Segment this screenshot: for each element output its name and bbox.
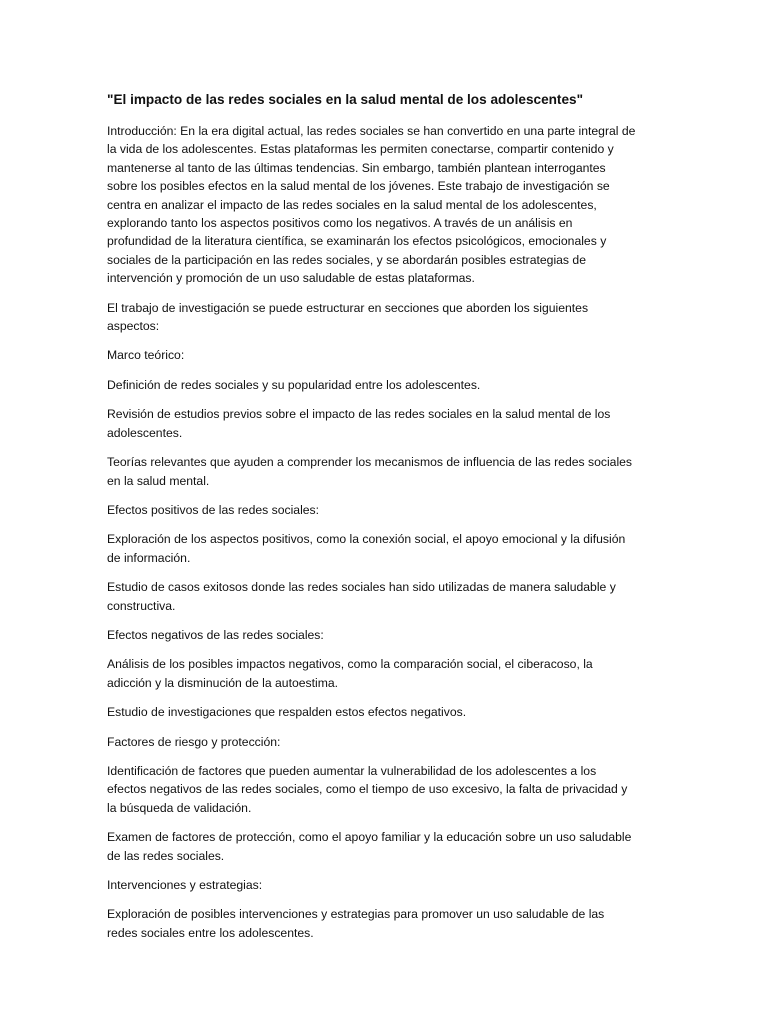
section-heading-efectos-negativos: Efectos negativos de las redes sociales:	[107, 627, 324, 642]
paragraph-casos-exitosos: Estudio de casos exitosos donde las redes sociales han sido utilizadas de manera saludable y constructiva.	[107, 580, 616, 613]
document-title: "El impacto de las redes sociales en la salud mental de los adolescentes"	[107, 92, 584, 107]
section-heading-factores: Factores de riesgo y protección:	[107, 734, 281, 749]
document-body	[107, 122, 637, 942]
paragraph-exploracion-positivos: Exploración de los aspectos positivos, como la conexión social, el apoyo emocional y la difusión de información.	[107, 532, 626, 565]
intro-paragraph: Introducción: En la era digital actual, las redes sociales se han convertido en una parte integral de la vida de los adolescentes. Estas plataformas les permiten conectarse, compartir contenido y mantenerse al tanto de las últimas tendencias. Sin embargo, también plantean interrogantes sobre los posibles efectos en la salud mental de los jóvenes. Este trabajo de investigación se centra en analizar el impacto de las redes sociales en la salud mental de los adolescentes, explorando tanto los aspectos positivos como los negativos. A través de un análisis en profundidad de la literatura científica, se examinarán los efectos psicológicos, emocionales y sociales de la participación en las redes sociales, y se abordarán posibles estrategias de intervención y promoción de un uso saludable de estas plataformas.	[107, 124, 636, 286]
paragraph-factores-riesgo: Identificación de factores que pueden aumentar la vulnerabilidad de los adolescentes a los efectos negativos de las redes sociales, como el tiempo de uso excesivo, la falta de privacidad y la búsqueda de validación.	[107, 763, 628, 815]
section-heading-intervenciones: Intervenciones y estrategias:	[107, 878, 263, 892]
paragraph-investigaciones: Estudio de investigaciones que respalden estos efectos negativos.	[107, 705, 467, 720]
paragraph-analisis-negativos: Análisis de los posibles impactos negativos, como la comparación social, el ciberacoso, la adicción y la disminución de la autoestima.	[107, 657, 593, 690]
structure-paragraph: El trabajo de investigación se puede estructurar en secciones que aborden los siguientes aspectos:	[107, 300, 589, 334]
paragraph-teorias: Teorías relevantes que ayuden a comprender los mecanismos de influencia de las redes sociales en la salud mental.	[107, 455, 633, 488]
document-page	[107, 91, 637, 953]
section-heading-efectos-positivos: Efectos positivos de las redes sociales:	[107, 502, 320, 517]
paragraph-intervenciones: Exploración de posibles intervenciones y estrategias para promover un uso saludable de las redes sociales entre los adolescentes.	[107, 907, 605, 940]
paragraph-definicion: Definición de redes sociales y su popularidad entre los adolescentes.	[107, 377, 481, 392]
section-heading-marco-teorico: Marco teórico:	[107, 348, 185, 363]
paragraph-revision: Revisión de estudios previos sobre el impacto de las redes sociales en la salud mental de los adolescentes.	[107, 407, 611, 440]
paragraph-factores-proteccion: Examen de factores de protección, como el apoyo familiar y la educación sobre un uso saludable de las redes sociales.	[107, 830, 632, 863]
